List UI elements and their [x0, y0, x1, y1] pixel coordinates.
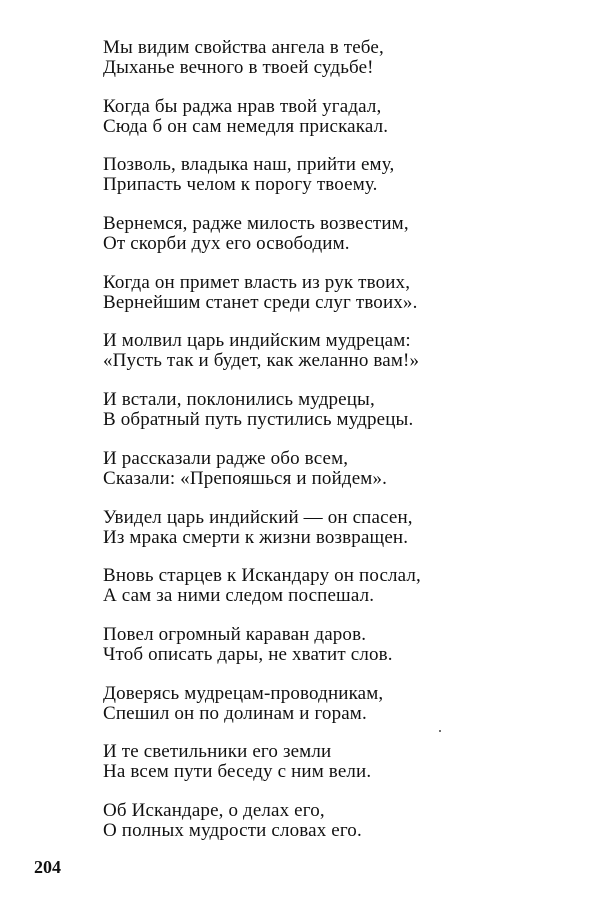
verse-line: Увидел царь индийский — он спасен,: [103, 506, 413, 528]
stanza: [103, 97, 573, 137]
verse-line: Мы видим свойства ангела в тебе,: [103, 37, 384, 58]
verse-line: Об Искандаре, о делах его,: [103, 799, 325, 821]
print-speck: [439, 730, 441, 732]
stanza: [103, 214, 573, 254]
verse-line: Из мрака смерти к жизни возвращен.: [103, 526, 409, 548]
stanza: [103, 742, 573, 782]
verse-line: Когда бы раджа нрав твой угадал,: [103, 95, 382, 117]
stanza: [103, 508, 573, 548]
verse-line: А сам за ними следом поспешал.: [103, 585, 375, 607]
stanza: [103, 38, 573, 78]
verse-line: Сказали: «Препояшься и пойдем».: [103, 467, 388, 489]
stanza: [103, 155, 573, 195]
verse-line: Доверясь мудрецам-проводникам,: [103, 682, 384, 704]
page-number: 204: [34, 857, 61, 877]
verse-line: И рассказали радже обо всем,: [103, 447, 349, 469]
stanza: [103, 801, 573, 841]
verse-line: Чтоб описать дары, не хватит слов.: [103, 643, 393, 665]
verse-line: Позволь, владыка наш, прийти ему,: [103, 154, 395, 176]
verse-line: От скорби дух его освободим.: [103, 233, 350, 255]
verse-line: Вновь старцев к Искандару он послал,: [103, 565, 421, 587]
verse-line: Сюда б он сам немедля прискакал.: [103, 115, 389, 137]
stanza: [103, 684, 573, 724]
verse-line: Когда он примет власть из рук твоих,: [103, 271, 411, 293]
verse-line: Вернемся, радже милость возвестим,: [103, 213, 409, 235]
verse-line: На всем пути беседу с ним вели.: [103, 761, 372, 783]
stanza: [103, 625, 573, 665]
stanza: [103, 331, 573, 371]
stanza: [103, 390, 573, 430]
verse-line: И встали, поклонились мудрецы,: [103, 389, 375, 411]
verse-line: Припасть челом к порогу твоему.: [103, 174, 378, 196]
verse-line: И те светильники его земли: [103, 741, 332, 763]
verse-line: О полных мудрости словах его.: [103, 819, 362, 841]
stanza: [103, 566, 573, 606]
verse-line: И молвил царь индийским мудрецам:: [103, 330, 411, 352]
stanza: [103, 273, 573, 313]
verse-line: «Пусть так и будет, как желанно вам!»: [103, 350, 420, 372]
stanza: [103, 449, 573, 489]
verse-line: В обратный путь пустились мудрецы.: [103, 409, 414, 431]
verse-line: Дыханье вечного в твоей судьбе!: [103, 57, 374, 78]
poem-text: [103, 38, 573, 860]
verse-line: Спешил он по долинам и горам.: [103, 702, 367, 724]
verse-line: Повел огромный караван даров.: [103, 623, 367, 645]
verse-line: Вернейшим станет среди слуг твоих».: [103, 291, 418, 313]
